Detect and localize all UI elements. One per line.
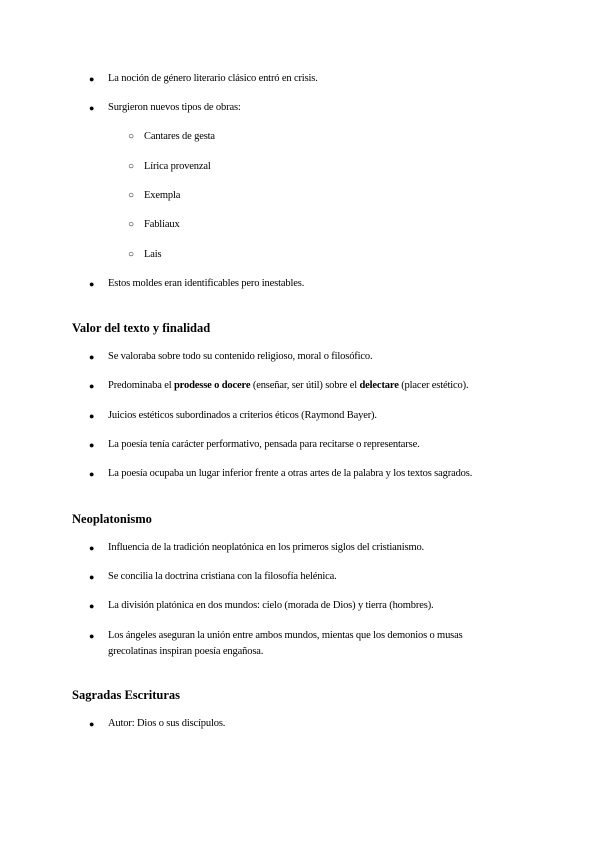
list-item: Los ángeles aseguran la unión entre ambos mundos, mientas que los demonios o musas (108, 630, 463, 641)
list-item: Se valoraba sobre todo su contenido religioso, moral o filosófico. (108, 351, 373, 362)
list-item: Surgieron nuevos tipos de obras: (108, 102, 241, 113)
list-item-continuation: grecolatinas inspiran poesía engañosa. (108, 646, 264, 657)
sub-bullet-icon: ○ (128, 131, 135, 142)
sub-list-item: Cantares de gesta (144, 131, 215, 142)
section-heading-valor: Valor del texto y finalidad (72, 321, 211, 335)
list-item: La noción de género literario clásico entró en crisis. (108, 73, 318, 84)
bullet-icon: ● (89, 543, 95, 553)
bold-term-delectare: delectare (359, 380, 399, 391)
sub-bullet-icon: ○ (128, 161, 135, 172)
text-segment: Predominaba el (108, 380, 174, 391)
bullet-icon: ● (89, 103, 95, 113)
list-item: Autor: Dios o sus discípulos. (108, 718, 226, 729)
list-item: Se concilia la doctrina cristiana con la filosofía helénica. (108, 571, 337, 582)
bullet-icon: ● (89, 411, 95, 421)
bullet-icon: ● (89, 352, 95, 362)
list-item: Estos moldes eran identificables pero inestables. (108, 278, 305, 289)
sub-list-item: Fabliaux (144, 219, 180, 230)
list-item: La poesía tenía carácter performativo, pensada para recitarse o representarse. (108, 439, 420, 450)
list-item: La poesía ocupaba un lugar inferior frente a otras artes de la palabra y los textos sagrados. (108, 468, 473, 479)
sub-list-item: Lais (144, 249, 162, 260)
bullet-icon: ● (89, 440, 95, 450)
bullet-icon: ● (89, 74, 95, 84)
section-heading-neoplatonismo: Neoplatonismo (72, 512, 152, 526)
list-item: Juicios estéticos subordinados a criterios éticos (Raymond Bayer). (108, 410, 377, 421)
section-heading-sagradas: Sagradas Escrituras (72, 688, 180, 702)
bullet-icon: ● (89, 381, 95, 391)
bullet-icon: ● (89, 631, 95, 641)
list-item (108, 379, 468, 393)
sub-list-item: Exempla (144, 190, 181, 201)
sub-bullet-icon: ○ (128, 219, 135, 230)
text-segment: (placer estético). (398, 380, 469, 391)
bullet-icon: ● (89, 719, 95, 729)
bullet-icon: ● (89, 601, 95, 611)
list-item: Influencia de la tradición neoplatónica en los primeros siglos del cristianismo. (108, 542, 425, 553)
text-segment: (enseñar, ser útil) sobre el (250, 380, 360, 391)
bullet-icon: ● (89, 279, 95, 289)
list-item: La división platónica en dos mundos: cielo (morada de Dios) y tierra (hombres). (108, 600, 434, 611)
bullet-icon: ● (89, 572, 95, 582)
bullet-icon: ● (89, 469, 95, 479)
sub-bullet-icon: ○ (128, 190, 135, 201)
sub-list-item: Lírica provenzal (144, 161, 211, 172)
sub-bullet-icon: ○ (128, 249, 135, 260)
bold-term-prodesse: prodesse o docere (173, 380, 251, 391)
